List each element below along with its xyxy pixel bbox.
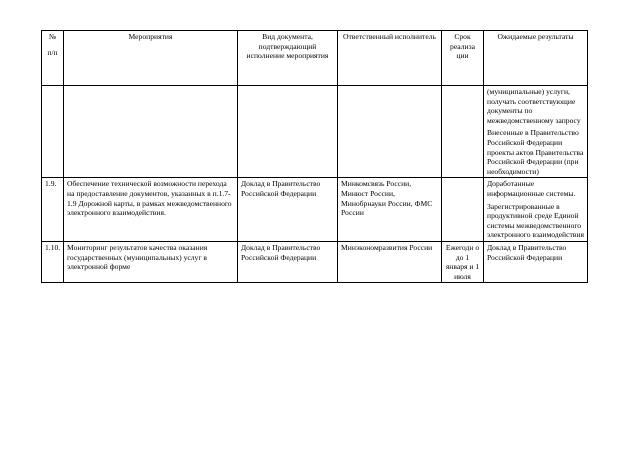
- activity-table: [41, 30, 588, 283]
- cell-results: [484, 241, 588, 282]
- table-row: [42, 86, 588, 178]
- cell-deadline: [442, 86, 484, 178]
- table-header-row: [42, 31, 588, 86]
- header-results: Ожидаемые результаты: [484, 31, 588, 86]
- table-row: [42, 178, 588, 242]
- cell-document-type: Доклад в Правительство Российской Федерации: [238, 241, 338, 282]
- cell-deadline: [442, 178, 484, 242]
- cell-responsible: Минэкономразвития России: [338, 241, 442, 282]
- cell-deadline: Ежегодн о до 1 января и 1 июля: [442, 241, 484, 282]
- result-paragraph: Доработанные информационные системы.: [487, 179, 576, 198]
- cell-document-type: Доклад в Правительство Российской Федерации: [238, 178, 338, 242]
- header-number-line-1: №: [48, 32, 57, 41]
- cell-number: 1.9.: [42, 178, 64, 242]
- header-number: [42, 31, 64, 86]
- table-row: [42, 241, 588, 282]
- cell-number: 1.10.: [42, 241, 64, 282]
- cell-responsible: [338, 86, 442, 178]
- header-deadline: Срок реализа ции: [442, 31, 484, 86]
- result-paragraph: Зарегистрированные в продуктивной среде Единой системы межведомственного электронного взаимодействия: [487, 201, 584, 240]
- header-responsible: Ответственный исполнитель: [338, 31, 442, 86]
- cell-results: [484, 178, 588, 242]
- result-paragraph: (муниципальные) услуги, получать соответствующие документы по межведомственному запросу: [487, 87, 581, 125]
- result-paragraph: Доклад в Правительство Российской Федерации: [487, 242, 567, 262]
- header-number-line-2: п/п: [47, 47, 58, 57]
- cell-responsible: Минкомсвязь России, Минюст России, Минобрнауки России, ФМС России: [338, 178, 442, 242]
- cell-document-type: [238, 86, 338, 178]
- cell-results: [484, 86, 588, 178]
- cell-activity: [64, 86, 238, 178]
- header-activity: Мероприятия: [64, 31, 238, 86]
- result-paragraph: Внесенные в Правительство Российской Федерации проекты актов Правительства Российской Федерации (при необходимости): [487, 128, 584, 176]
- cell-number: [42, 86, 64, 178]
- header-document-type: Вид документа, подтверждающий исполнение мероприятия: [238, 31, 338, 86]
- cell-activity: Обеспечение технической возможности перехода на предоставление документов, указанных в п.1.7-1.9 Дорожной карты, в рамках межведомственного электронного взаимодействия.: [64, 178, 238, 242]
- cell-activity: Мониторинг результатов качества оказания государственных (муниципальных) услуг в электронной форме: [64, 241, 238, 282]
